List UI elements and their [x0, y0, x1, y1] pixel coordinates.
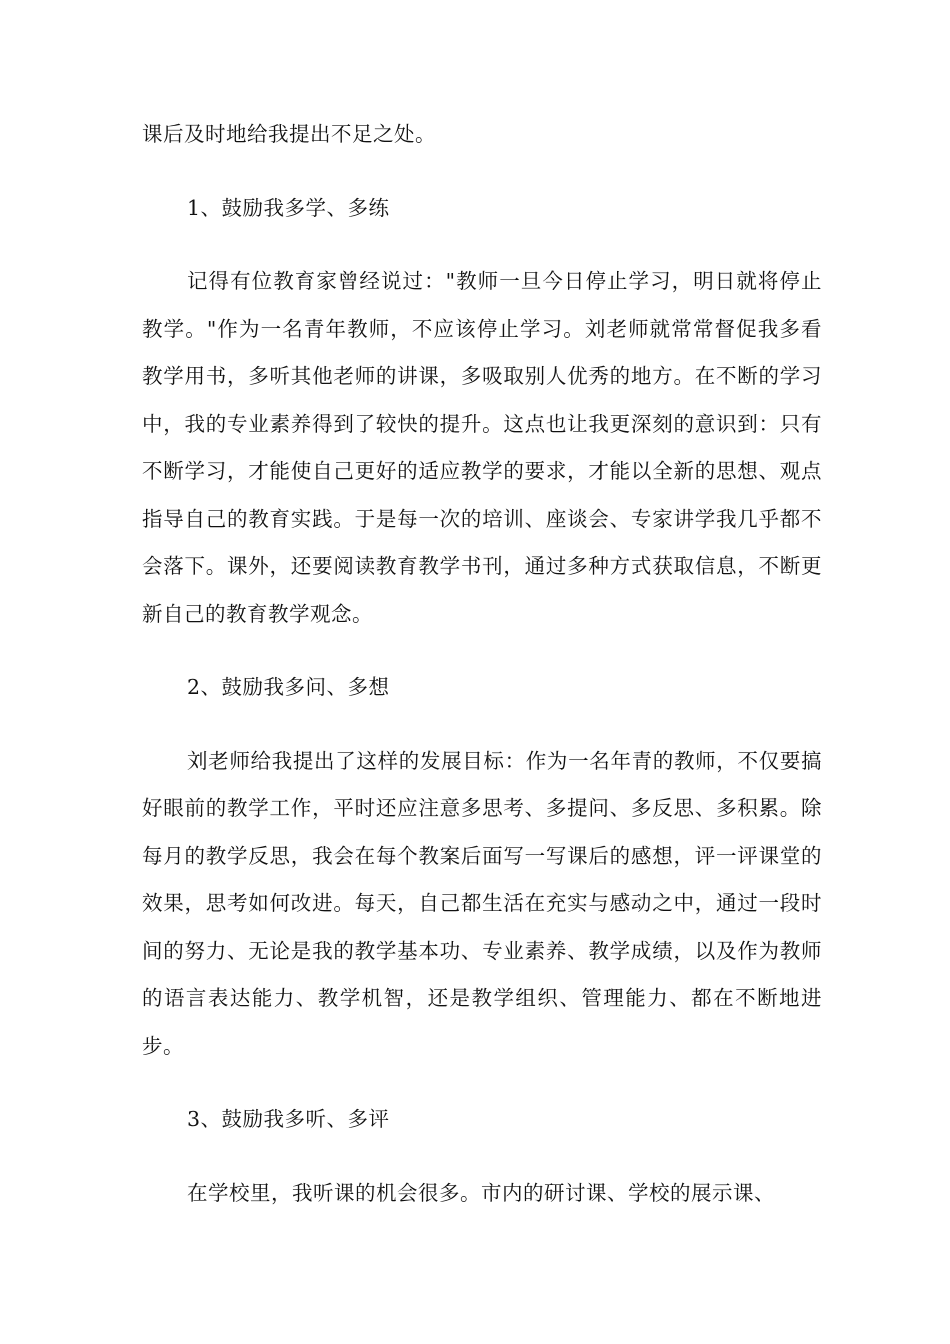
section-heading-1: 1、鼓励我多学、多练 [187, 195, 390, 220]
paragraph-ask-think: 刘老师给我提出了这样的发展目标：作为一名年青的教师，不仅要搞好眼前的教学工作，平时还应注意多思考、多提问、多反思、多积累。除每月的教学反思，我会在每个教案后面写一写课后的感想，评一评课堂的效果，思考如何改进。每天，自己都生活在充实与感动之中，通过一段时间的努力、无论是我的教学基本功、专业素养、教学成绩，以及作为教师的语言表达能力、教学机智，还是教学组织、管理能力、都在不断地进步。 [142, 748, 822, 1058]
document-body [142, 111, 822, 1217]
paragraph-continuation: 课后及时地给我提出不足之处。 [142, 122, 436, 146]
paragraph-listen-evaluate: 在学校里，我听课的机会很多。市内的研讨课、学校的展示课、 [187, 1180, 775, 1205]
section-heading-3: 3、鼓励我多听、多评 [187, 1107, 390, 1131]
paragraph-learn-practice: 记得有位教育家曾经说过："教师一旦今日停止学习，明日就将停止教学。"作为一名青年教师，不应该停止学习。刘老师就常常督促我多看教学用书，多听其他老师的讲课，多吸取别人优秀的地方。在不断的学习中，我的专业素养得到了较快的提升。这点也让我更深刻的意识到：只有不断学习，才能使自己更好的适应教学的要求，才能以全新的思想、观点指导自己的教育实践。于是每一次的培训、座谈会、专家讲学我几乎都不会落下。课外，还要阅读教育教学书刊，通过多种方式获取信息，不断更新自己的教育教学观念。 [142, 269, 822, 626]
section-heading-2: 2、鼓励我多问、多想 [187, 675, 390, 699]
